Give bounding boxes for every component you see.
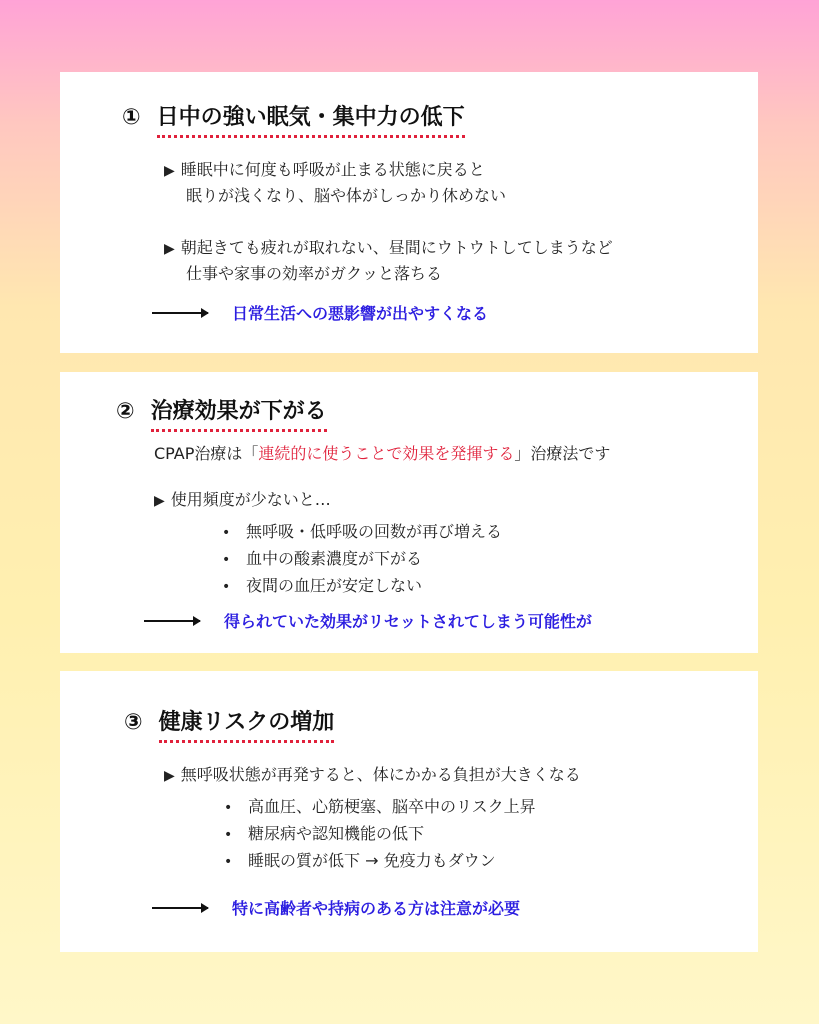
- triangle-bullet-icon: ▶: [164, 241, 175, 257]
- list-item: [164, 158, 485, 183]
- bullet-text: 糖尿病や認知機能の低下: [248, 824, 425, 843]
- lead-label: 使用頻度が少ないと…: [170, 490, 331, 509]
- list-item: [224, 849, 496, 874]
- section-number: ②: [116, 399, 135, 424]
- item-text: 朝起きても疲れが取れない、昼間にウトウトしてしまうなど: [180, 238, 613, 257]
- bullet-icon: •: [224, 854, 233, 870]
- conclusion-text: 日常生活への悪影響が出やすくなる: [232, 304, 489, 323]
- bullet-icon: •: [222, 525, 231, 541]
- lead-text: [154, 488, 331, 513]
- lead-label: 無呼吸状態が再発すると、体にかかる負担が大きくなる: [180, 765, 581, 784]
- bullet-text: 高血圧、心筋梗塞、脳卒中のリスク上昇: [248, 797, 536, 816]
- card-treatment-effect: [60, 372, 758, 653]
- bullet-text: 血中の酸素濃度が下がる: [246, 549, 423, 568]
- section-title-text: 健康リスクの増加: [159, 705, 335, 743]
- triangle-bullet-icon: ▶: [154, 493, 165, 509]
- list-item-continuation: [164, 184, 506, 208]
- conclusion: [152, 301, 488, 324]
- triangle-bullet-icon: ▶: [164, 768, 175, 784]
- list-item: [222, 520, 502, 545]
- list-item-continuation: [164, 262, 442, 286]
- intro-prefix: CPAP治療は「: [154, 444, 259, 463]
- long-right-arrow-icon: [152, 312, 208, 314]
- bullet-icon: •: [224, 800, 233, 816]
- section-title: [124, 705, 334, 743]
- triangle-bullet-icon: ▶: [164, 163, 175, 179]
- item-text: 眠りが浅くなり、脳や体がしっかり休めない: [186, 186, 507, 205]
- bullet-text: 睡眠の質が低下 → 免疫力もダウン: [248, 851, 496, 870]
- section-number: ①: [122, 105, 141, 130]
- bullet-icon: •: [224, 827, 233, 843]
- intro-text: [154, 442, 610, 466]
- item-text: 仕事や家事の効率がガクッと落ちる: [186, 264, 443, 283]
- conclusion-text: 特に高齢者や持病のある方は注意が必要: [232, 899, 521, 918]
- lead-text: [164, 763, 581, 788]
- section-number: ③: [124, 710, 143, 735]
- card-health-risk: [60, 671, 758, 952]
- intro-highlight: 連続的に使うことで効果を発揮する: [258, 444, 515, 463]
- long-right-arrow-icon: [144, 620, 200, 622]
- section-title: [116, 394, 327, 432]
- section-title: [122, 100, 465, 138]
- card-daytime-sleepiness: [60, 72, 758, 353]
- bullet-text: 無呼吸・低呼吸の回数が再び増える: [246, 522, 503, 541]
- intro-suffix: 」治療法です: [514, 444, 611, 463]
- list-item: [164, 236, 613, 261]
- conclusion: [152, 896, 520, 919]
- bullet-icon: •: [222, 552, 231, 568]
- list-item: [222, 574, 422, 599]
- list-item: [224, 795, 536, 820]
- bullet-text: 夜間の血圧が安定しない: [246, 576, 423, 595]
- item-text: 睡眠中に何度も呼吸が止まる状態に戻ると: [180, 160, 485, 179]
- long-right-arrow-icon: [152, 907, 208, 909]
- bullet-icon: •: [222, 579, 231, 595]
- conclusion-text: 得られていた効果がリセットされてしまう可能性が: [224, 612, 592, 631]
- list-item: [222, 547, 422, 572]
- section-title-text: 治療効果が下がる: [151, 394, 327, 432]
- list-item: [224, 822, 424, 847]
- section-title-text: 日中の強い眠気・集中力の低下: [157, 100, 465, 138]
- conclusion: [144, 609, 592, 632]
